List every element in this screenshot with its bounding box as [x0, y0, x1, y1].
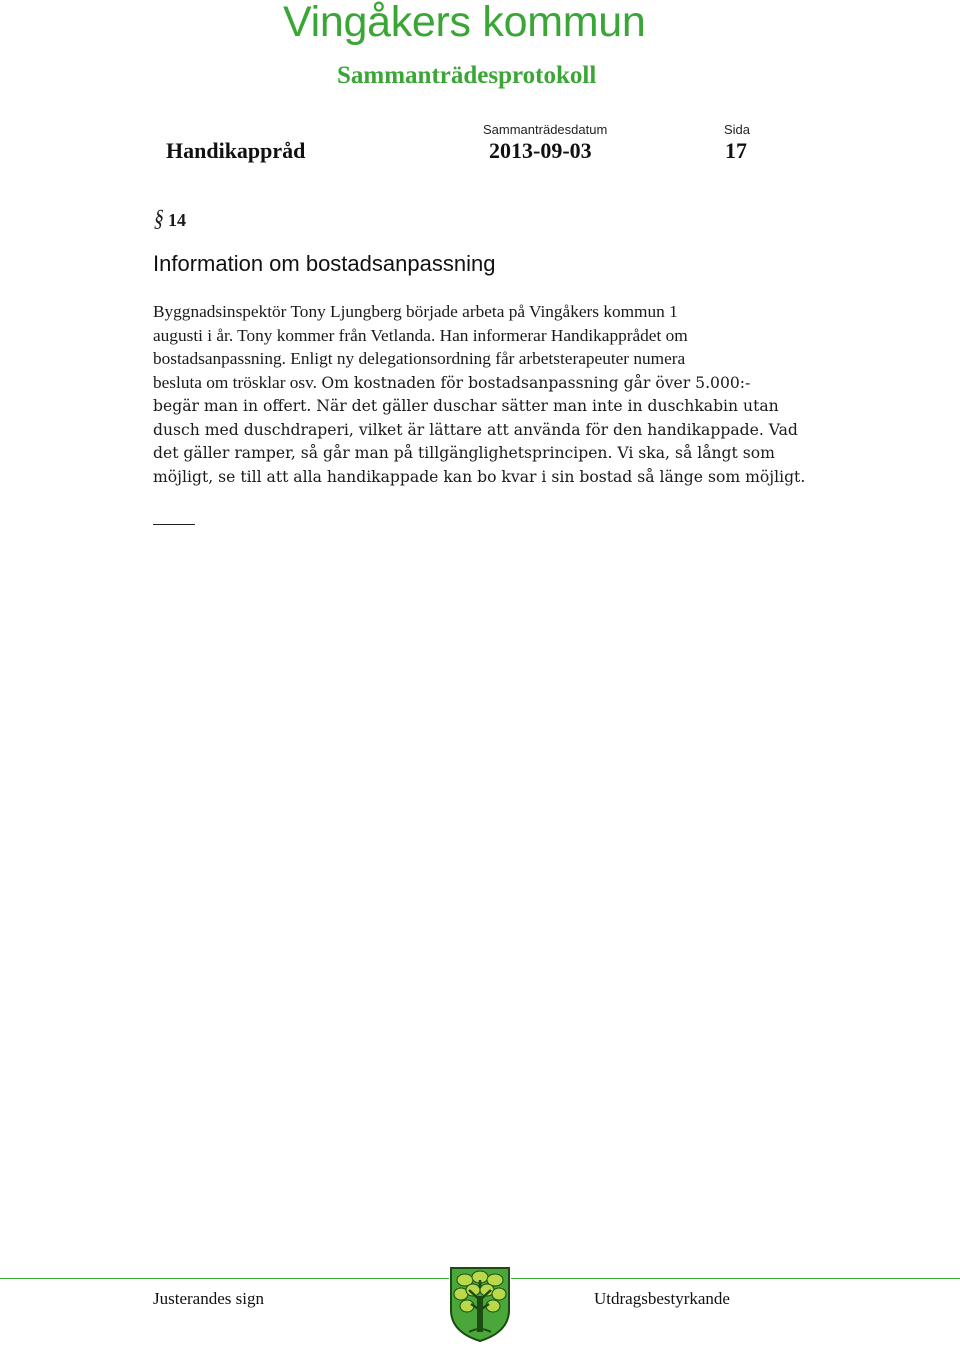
- municipal-coat-of-arms-icon: [449, 1266, 511, 1342]
- body-text-span: dusch med duschdraperi, vilket är lättare att använda för den handikappade. Vad: [153, 420, 798, 439]
- body-line: [153, 371, 803, 395]
- section-number-value: 14: [168, 210, 186, 230]
- section-sign: §: [152, 206, 167, 232]
- body-text-span: möjligt, se till att alla handikappade kan bo kvar i sin bostad så länge som möjligt.: [153, 467, 806, 486]
- body-text-span: begär man in offert. När det gäller duschar sätter man inte in duschkabin utan: [153, 397, 779, 415]
- body-text-span: det gäller ramper, så går man på tillgänglighetsprincipen. Vi ska, så långt som: [153, 444, 775, 462]
- utdragsbestyrkande-label: Utdragsbestyrkande: [594, 1289, 730, 1308]
- body-text-span: Om kostnaden för bostadsanpassning går över 5.000:-: [321, 373, 751, 392]
- body-line: [153, 324, 803, 348]
- body-line: [153, 465, 806, 489]
- body-text-span: Byggnadsinspektör Tony Ljungberg började arbeta på Vingåkers kommun 1: [153, 302, 678, 321]
- body-name: Handikappråd: [166, 138, 306, 163]
- section-number: [153, 206, 186, 233]
- section-end-rule: [153, 524, 195, 525]
- section-heading: Information om bostadsanpassning: [153, 251, 496, 276]
- body-line: [153, 300, 803, 324]
- justerandes-sign-label: Justerandes sign: [153, 1289, 264, 1308]
- section-body: [153, 300, 806, 488]
- body-line: [153, 441, 803, 465]
- body-line: [153, 394, 803, 418]
- meeting-date: 2013-09-03: [489, 138, 592, 163]
- body-text-span: besluta om trösklar osv.: [153, 372, 322, 392]
- document-type: Sammanträdesprotokoll: [337, 62, 597, 89]
- body-text-span: augusti i år. Tony kommer från Vetlanda. Han informerar Handikapprådet om: [153, 325, 688, 345]
- body-line: [153, 418, 803, 442]
- body-line: [153, 347, 803, 371]
- page-label: Sida: [724, 122, 751, 137]
- date-label: Sammanträdesdatum: [483, 122, 608, 137]
- body-text-span: bostadsanpassning. Enligt ny delegationsordning får arbetsterapeuter numera: [153, 349, 686, 368]
- page-number: 17: [725, 138, 747, 163]
- organization-title: Vingåkers kommun: [283, 0, 646, 46]
